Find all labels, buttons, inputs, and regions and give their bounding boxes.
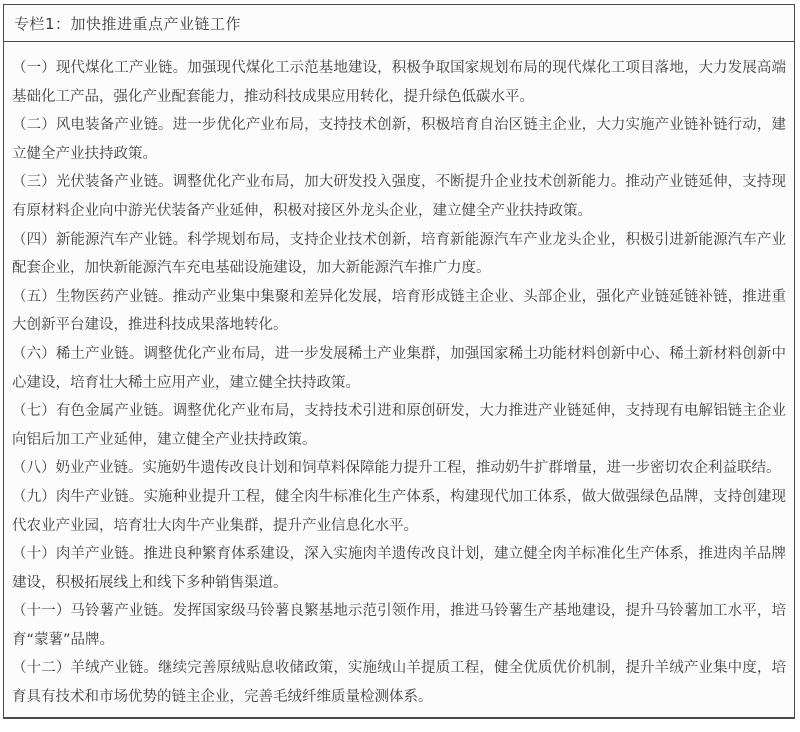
paragraph: （二）风电装备产业链。进一步优化产业布局，支持技术创新，积极培育自治区链主企业，大力实施产业链补链行动，建立健全产业扶持政策。 (12, 117, 786, 162)
column-box-title: 专栏1：加快推进重点产业链工作 (4, 5, 794, 42)
paragraph: （十一）马铃薯产业链。发挥国家级马铃薯良繁基地示范引领作用，推进马铃薯生产基地建设，提升马铃薯加工水平，培育“蒙薯”品牌。 (12, 603, 786, 648)
paragraph: （八）奶业产业链。实施奶牛遗传改良计划和饲草料保障能力提升工程，推动奶牛扩群增量，进一步密切农企利益联结。 (12, 460, 781, 477)
paragraph: （三）光伏装备产业链。调整优化产业布局，加大研发投入强度，不断提升企业技术创新能力。推动产业链延伸，支持现有原材料企业向中游光伏装备产业延伸，积极对接区外龙头企业，建立健全产业扶持政策。 (12, 174, 786, 219)
paragraph: （十）肉羊产业链。推进良种繁育体系建设，深入实施肉羊遗传改良计划，建立健全肉羊标准化生产体系，推进肉羊品牌建设，积极拓展线上和线下多种销售渠道。 (12, 546, 786, 591)
paragraph-list (4, 42, 794, 712)
column-box (3, 4, 795, 719)
paragraph: （四）新能源汽车产业链。科学规划布局，支持企业技术创新，培育新能源汽车产业龙头企业，积极引进新能源汽车产业配套企业，加快新能源汽车充电基础设施建设，加大新能源汽车推广力度。 (12, 231, 786, 277)
paragraph: （七）有色金属产业链。调整优化产业布局，支持技术引进和原创研发，大力推进产业链延伸，支持现有电解铝链主企业向铝后加工产业延伸，建立健全产业扶持政策。 (12, 403, 786, 448)
paragraph: （九）肉牛产业链。实施种业提升工程，健全肉牛标准化生产体系，构建现代加工体系，做大做强绿色品牌，支持创建现代农业产业园，培育壮大肉牛产业集群，提升产业信息化水平。 (12, 488, 786, 534)
paragraph: （六）稀土产业链。调整优化产业布局，进一步发展稀土产业集群，加强国家稀土功能材料创新中心、稀土新材料创新中心建设，培育壮大稀土应用产业，建立健全扶持政策。 (12, 345, 786, 391)
paragraph: （五）生物医药产业链。推动产业集中集聚和差异化发展，培育形成链主企业、头部企业，强化产业链延链补链，推进重大创新平台建设，推进科技成果落地转化。 (12, 288, 786, 334)
paragraph: （一）现代煤化工产业链。加强现代煤化工示范基地建设，积极争取国家规划布局的现代煤化工项目落地，大力发展高端基础化工产品，强化产业配套能力，推动科技成果应用转化，提升绿色低碳水平。 (12, 60, 786, 105)
paragraph: （十二）羊绒产业链。继续完善原绒贴息收储政策，实施绒山羊提质工程，健全优质优价机制，提升羊绒产业集中度，培育具有技术和市场优势的链主企业，完善毛绒纤维质量检测体系。 (12, 660, 786, 706)
